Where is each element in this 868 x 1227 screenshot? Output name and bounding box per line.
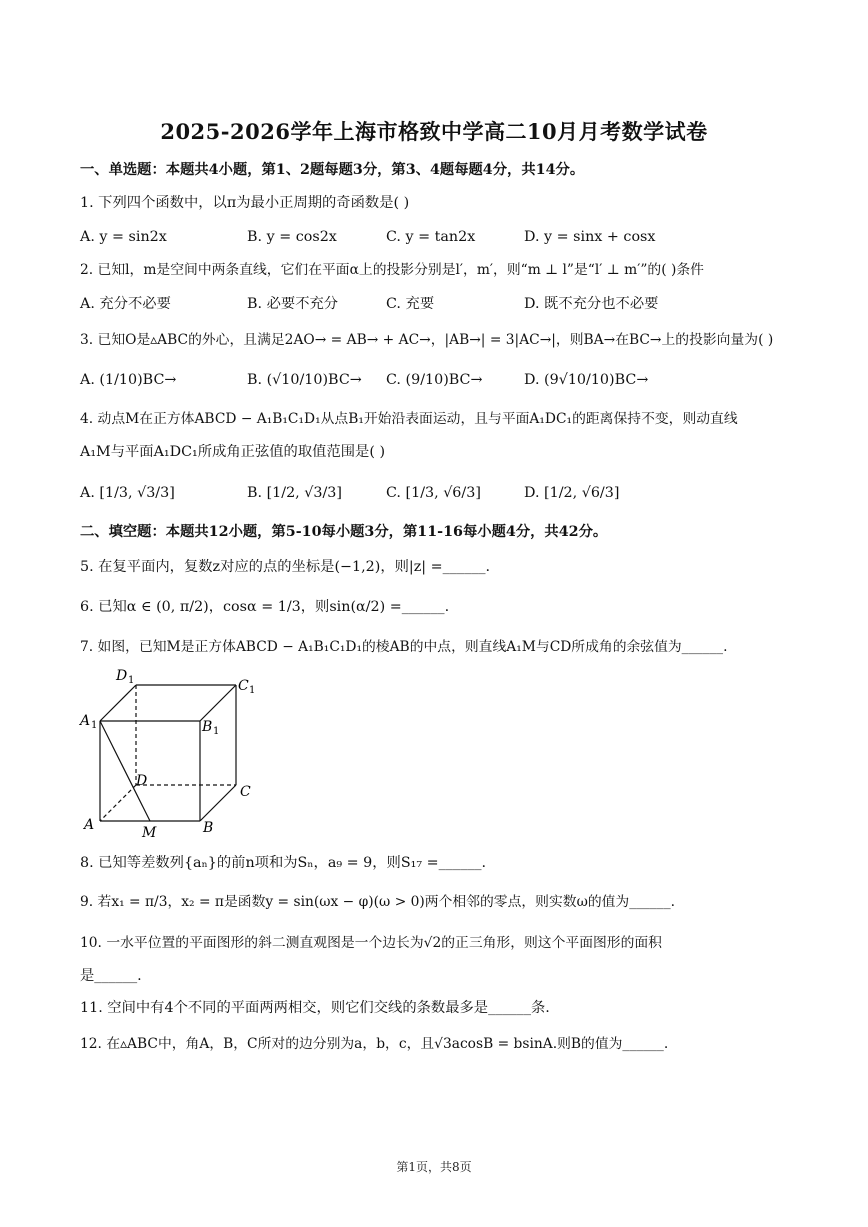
q4-option-b: B. [1/2, √3/3] [247, 485, 342, 501]
page-title: 2025-2026学年上海市格致中学高二10月月考数学试卷 [160, 119, 708, 144]
page-footer: 第1页，共8页 [396, 1160, 472, 1174]
label-c: C [240, 784, 251, 800]
q2-option-d: D. 既不充分也不必要 [524, 296, 659, 312]
label-a1: A [80, 713, 91, 729]
section-1-heading: 一、单选题：本题共4小题，第1、2题每题3分，第3、4题每题4分，共14分。 [80, 162, 585, 178]
question-4-stem-line-1: 4. 动点M在正方体ABCD − A₁B₁C₁D₁从点B₁开始沿表面运动，且与平面A₁DC₁的距离保持不变，则动直线 [80, 411, 738, 427]
q1-option-b: B. y = cos2x [247, 229, 337, 245]
question-1-stem: 1. 下列四个函数中，以π为最小正周期的奇函数是( ) [80, 195, 410, 211]
label-a: A [84, 817, 95, 833]
q3-option-a: A. (1/10)BC→ [80, 372, 177, 388]
question-5: 5. 在复平面内，复数z对应的点的坐标是(−1,2)，则|z| =______. [80, 559, 491, 575]
label-b1-sub: 1 [213, 726, 220, 737]
question-7: 7. 如图，已知M是正方体ABCD − A₁B₁C₁D₁的棱AB的中点，则直线A₁M与CD所成角的余弦值为______. [80, 639, 728, 655]
q1-option-d: D. y = sinx + cosx [524, 229, 656, 245]
question-8: 8. 已知等差数列{aₙ}的前n项和为Sₙ，a₉ = 9，则S₁₇ =______. [80, 855, 487, 871]
question-10-line-2: 是______. [80, 968, 142, 984]
label-c1: C [238, 678, 249, 694]
q3-option-b: B. (√10/10)BC→ [247, 372, 362, 388]
label-c1-sub: 1 [249, 685, 256, 696]
question-10-line-1: 10. 一水平位置的平面图形的斜二测直观图是一个边长为√2的正三角形，则这个平面图形的面积 [80, 935, 662, 951]
q2-option-b: B. 必要不充分 [247, 296, 339, 312]
q1-option-c: C. y = tan2x [386, 229, 476, 245]
cube-diagram [78, 665, 268, 845]
section-2-heading: 二、填空题：本题共12小题，第5-10每小题3分，第11-16每小题4分，共42分。 [80, 524, 608, 540]
label-d1: D [116, 668, 128, 684]
question-12: 12. 在▵ABC中，角A，B，C所对的边分别为a，b，c，且√3acosB = bsinA.则B的值为______. [80, 1036, 669, 1052]
q4-option-d: D. [1/2, √6/3] [524, 485, 620, 501]
q3-option-c: C. (9/10)BC→ [386, 372, 483, 388]
question-2-stem: 2. 已知l，m是空间中两条直线，它们在平面α上的投影分别是l′，m′，则“m ⊥ l”是“l′ ⊥ m′”的( )条件 [80, 262, 704, 278]
label-a1-sub: 1 [91, 720, 98, 731]
label-b: B [203, 820, 214, 836]
label-m: M [142, 825, 157, 841]
q2-option-a: A. 充分不必要 [80, 296, 171, 312]
q1-option-a: A. y = sin2x [80, 229, 167, 245]
label-d: D [136, 773, 148, 789]
question-11: 11. 空间中有4个不同的平面两两相交，则它们交线的条数最多是______条. [80, 1000, 550, 1016]
question-4-stem-line-2: A₁M与平面A₁DC₁所成角正弦值的取值范围是( ) [80, 444, 386, 460]
question-3-stem: 3. 已知O是▵ABC的外心，且满足2AO→ = AB→ + AC→，|AB→| = 3|AC→|，则BA→在BC→上的投影向量为( ) [80, 332, 774, 348]
q4-option-c: C. [1/3, √6/3] [386, 485, 481, 501]
q3-option-d: D. (9√10/10)BC→ [524, 372, 649, 388]
q4-option-a: A. [1/3, √3/3] [80, 485, 175, 501]
label-d1-sub: 1 [128, 675, 135, 686]
question-9: 9. 若x₁ = π/3，x₂ = π是函数y = sin(ωx − φ)(ω > 0)两个相邻的零点，则实数ω的值为______. [80, 894, 675, 910]
label-b1: B [202, 719, 213, 735]
q2-option-c: C. 充要 [386, 296, 435, 312]
question-6: 6. 已知α ∈ (0, π/2)，cosα = 1/3，则sin(α/2) =______. [80, 599, 450, 615]
